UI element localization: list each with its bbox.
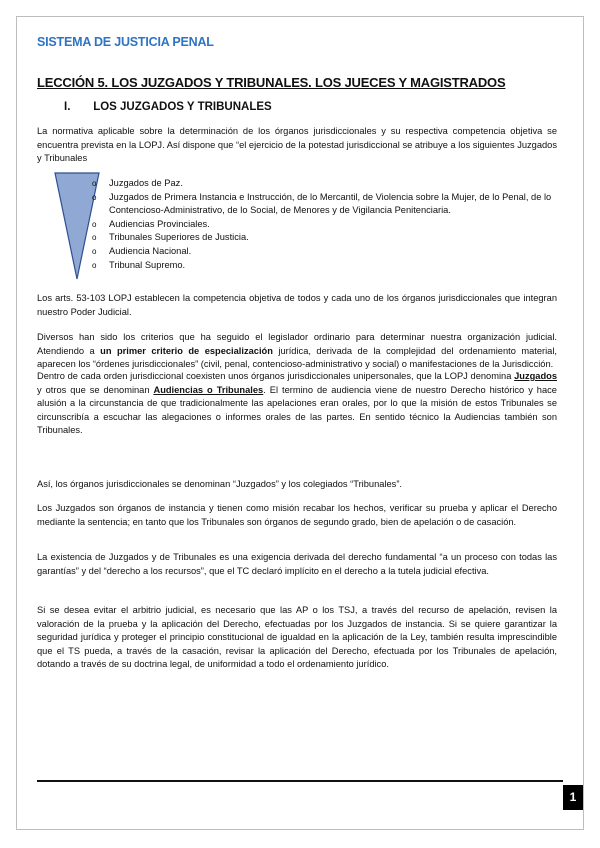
paragraph-organos: Dentro de cada orden jurisdiccional coexisten unos órganos jurisdiccionales unipersonales, que la LOPJ denomina Juzgados y otros que se denominan Audiencias o Tribunales. El termino de audiencia viene de nuestro Derecho histórico y hace alusión a la circunstancia de que tradicionalmente las apelaciones eran orales, por lo que la misión de estos Tribunales se circunscribía a escuchar las alegaciones o informes orales de las partes. En sentido técnico la Audiencias también son Tribunales. [37, 371, 557, 436]
paragraph-arbitrio: Si se desea evitar el arbitrio judicial, es necesario que las AP o los TSJ, a través del recurso de apelación, revisen la valoración de la prueba y la aplicación del Derecho, efectuadas por los Juzgados de instancia. Si se quiere garantizar la seguridad jurídica y proteger el principio constitucional de igualdad en la aplicación de la Ley, también resulta imprescindible que el TS pueda, a través de la casación, revisar la aplicación del Derecho, efectuada por los Tribunales de apelación, dotando a través de su doctrina legal, de uniformidad a todo el ordenamiento jurídico. [37, 605, 557, 670]
lesson-title: LECCIÓN 5. LOS JUZGADOS Y TRIBUNALES. LOS JUECES Y MAGISTRADOS [37, 75, 506, 90]
paragraph-instancia: Los Juzgados son órganos de instancia y tienen como misión recabar los hechos, verificar su prueba y aplicar el Derecho mediante la sentencia; en tanto que los Tribunales son órganos de segundo grado, bien de apelación o de casación. [37, 503, 557, 527]
section-title: LOS JUZGADOS Y TRIBUNALES [93, 101, 272, 113]
section-number: I. [64, 101, 71, 113]
list-item: o Tribunal Supremo. [92, 259, 562, 273]
bold-phrase: un primer criterio de especialización [100, 345, 273, 356]
list-item: o Juzgados de Paz. [92, 177, 562, 191]
underlined-term-juzgados: Juzgados [514, 371, 557, 381]
list-item: o Juzgados de Primera Instancia e Instrucción, de lo Mercantil, de Violencia sobre la Mujer, de lo Penal, de lo Contencioso-Administrativo, de lo Social, de Menores y de Vigilancia Penitenciaria. [92, 191, 552, 216]
paragraph-competencia: Los arts. 53-103 LOPJ establecen la competencia objetiva de todos y cada uno de los órganos jurisdiccionales que integran nuestro Poder Judicial. [37, 293, 557, 317]
page-number: 1 [563, 785, 583, 810]
intro-paragraph: La normativa aplicable sobre la determinación de los órganos jurisdiccionales y su respectiva competencia objetiva se encuentra prevista en la LOPJ. Así dispone que “el ejercicio de la potestad jurisdiccional se atribuye a los siguientes Juzgados y Tribunales [37, 126, 557, 164]
list-item: o Tribunales Superiores de Justicia. [92, 231, 562, 245]
bullet-icon: o [92, 233, 97, 243]
section-heading [64, 101, 272, 113]
footer-divider [37, 780, 563, 782]
bullet-icon: o [92, 192, 97, 202]
bullet-icon: o [92, 179, 97, 188]
bullet-icon: o [92, 219, 97, 229]
paragraph-criterios: Diversos han sido los criterios que ha seguido el legislador ordinario para determinar nuestra organización judicial. Atendiendo a un primer criterio de especialización jurídica, derivada de la complejidad del ordenamiento material, aparecen los “órdenes jurisdiccionales” (civil, penal, contencioso-administrativo y social) o manifestaciones de la Jurisdicción. [37, 332, 557, 370]
list-item: o Audiencias Provinciales. [92, 218, 562, 232]
course-header: SISTEMA DE JUSTICIA PENAL [37, 35, 214, 49]
underlined-term-audiencias: Audiencias o Tribunales [153, 384, 264, 395]
paragraph-denominacion: Así, los órganos jurisdiccionales se denominan “Juzgados” y los colegiados “Tribunales”. [37, 479, 402, 489]
paragraph-garantias: La existencia de Juzgados y de Tribunales es una exigencia derivada del derecho fundamental “a un proceso con todas las garantías” y del “derecho a los recursos”, que el TC declaró implícito en el derecho a la tutela judicial efectiva. [37, 552, 557, 576]
bullet-icon: o [92, 260, 97, 270]
bullet-icon: o [92, 246, 97, 256]
courts-list [92, 177, 562, 272]
list-item: o Audiencia Nacional. [92, 245, 562, 259]
